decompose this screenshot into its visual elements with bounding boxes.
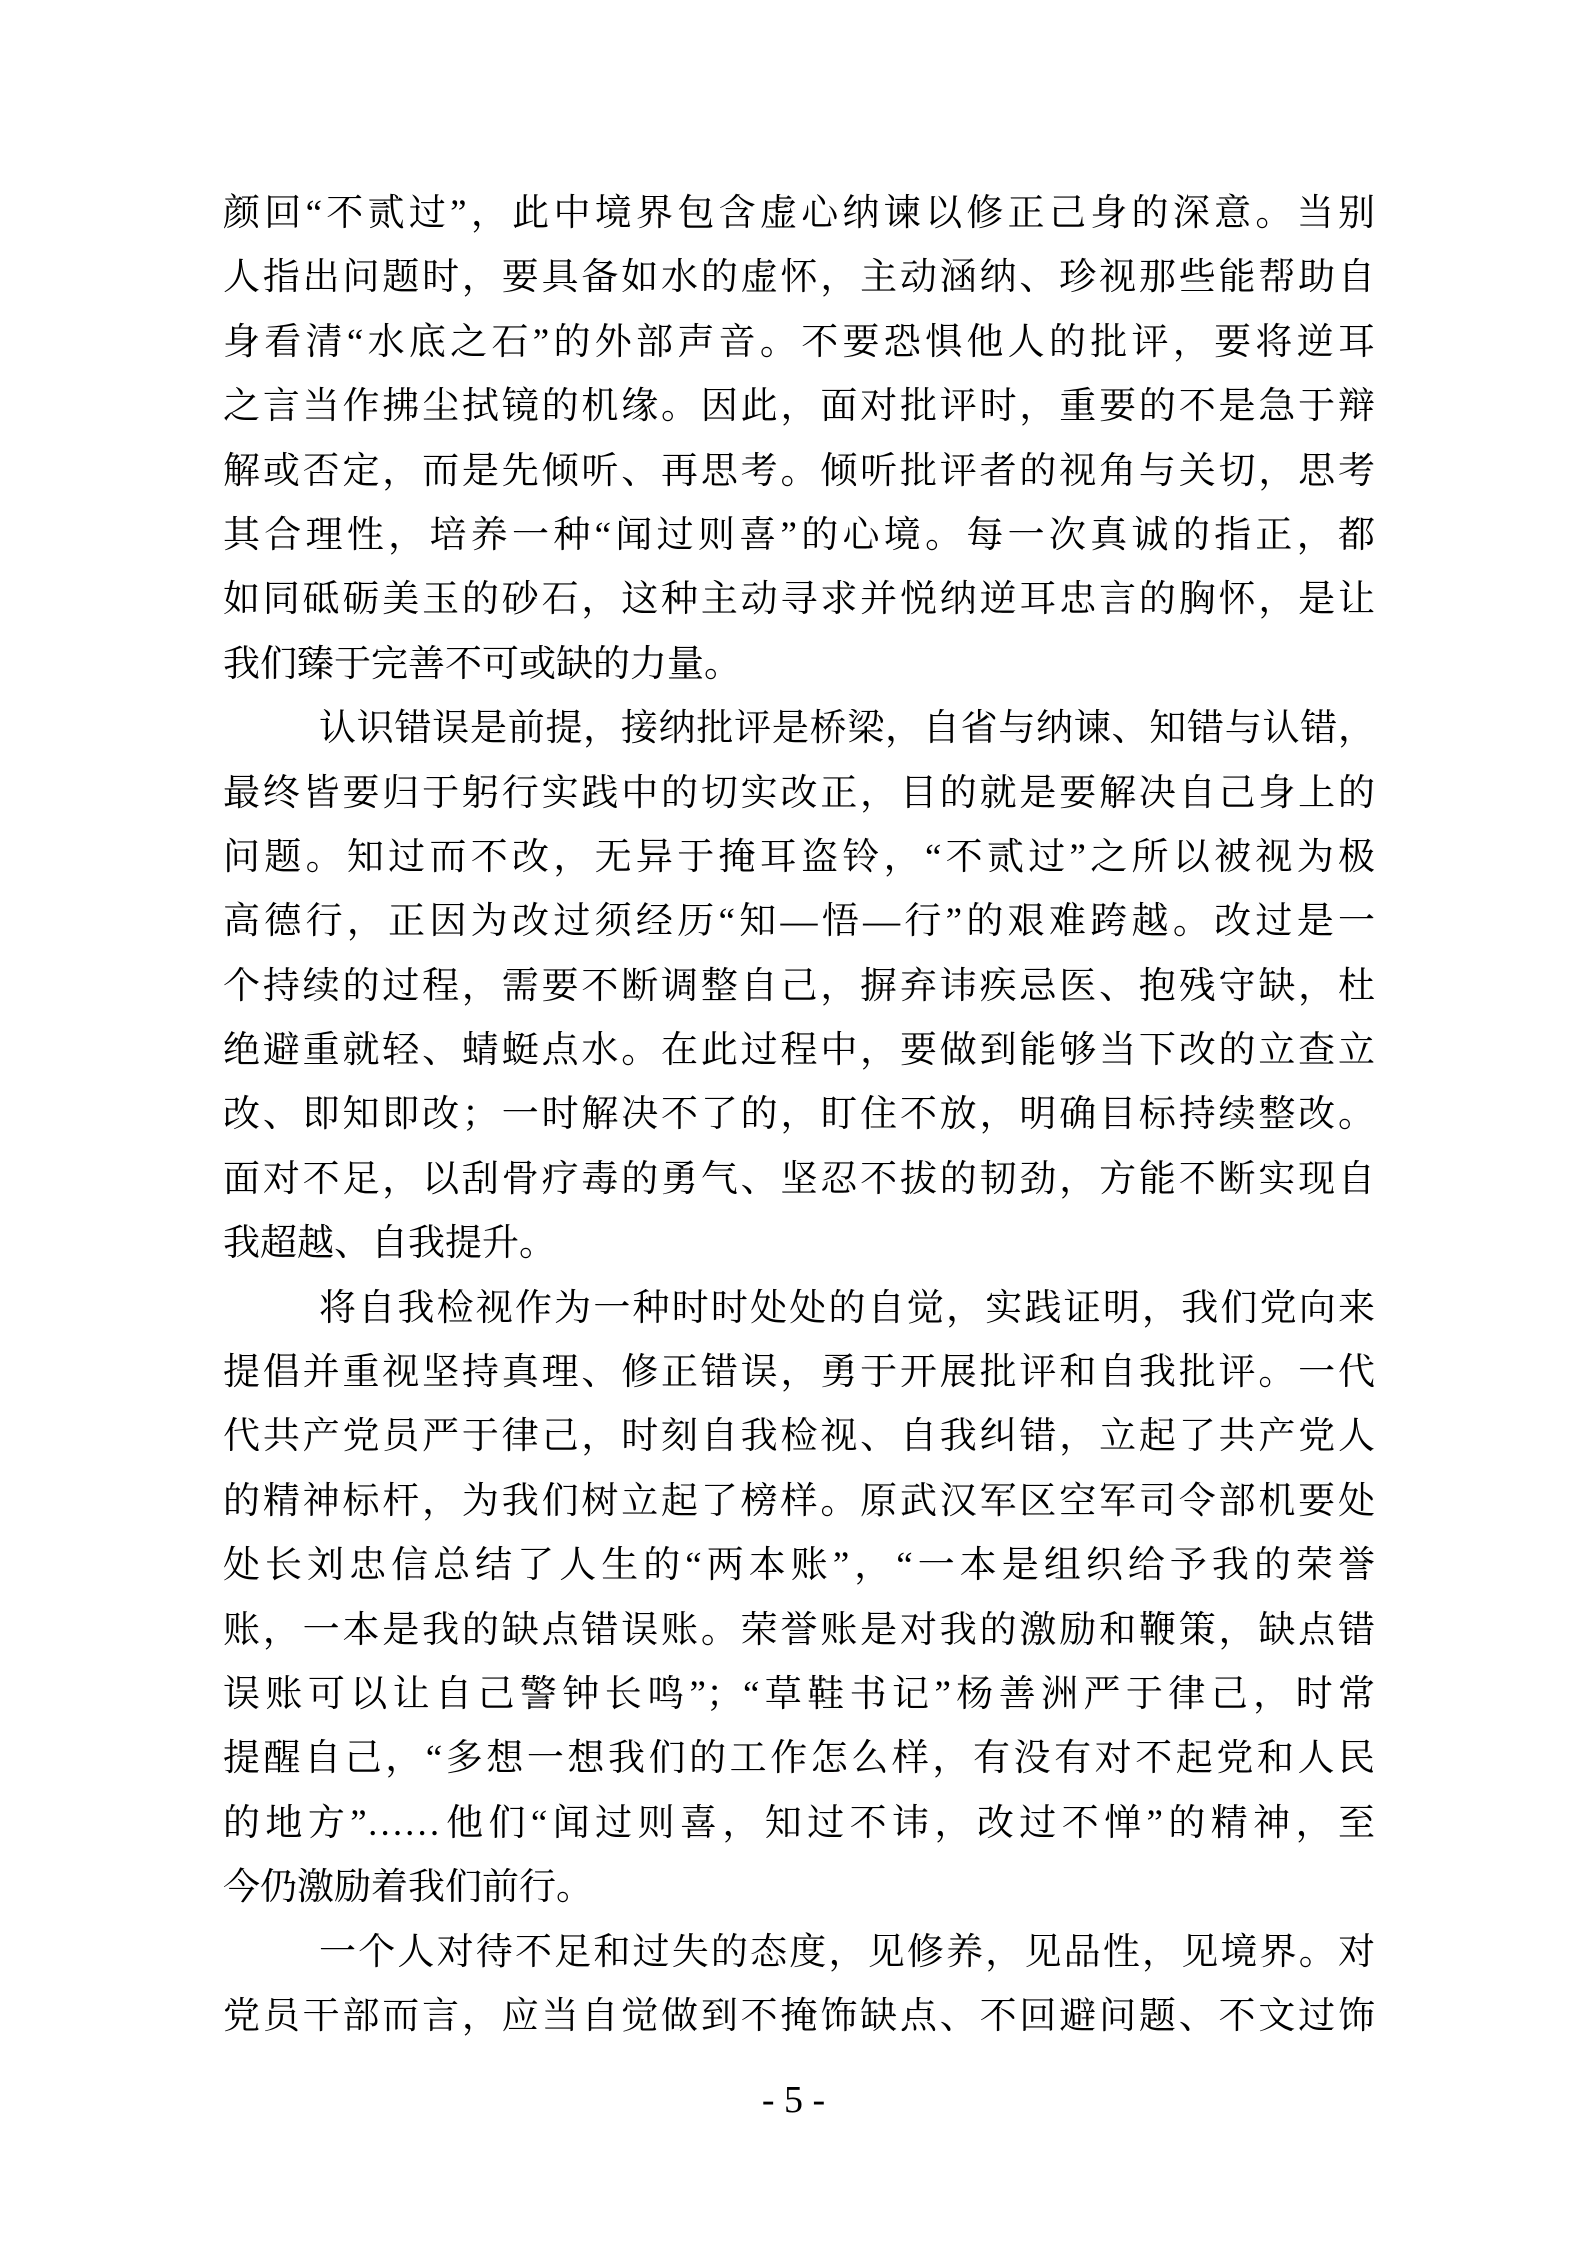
- text-line: 提醒自己，“多想一想我们的工作怎么样，有没有对不起党和人民: [223, 1738, 1375, 1780]
- text-line: 的精神标杆，为我们树立起了榜样。原武汉军区空军司令部机要处: [223, 1480, 1375, 1522]
- text-line: 解或否定，而是先倾听、再思考。倾听批评者的视角与关切，思考: [223, 450, 1375, 492]
- text-line: 改、即知即改；一时解决不了的，盯住不放，明确目标持续整改。: [223, 1094, 1375, 1136]
- text-line: 最终皆要归于躬行实践中的切实改正，目的就是要解决自己身上的: [223, 772, 1375, 814]
- text-line: 误账可以让自己警钟长鸣”；“草鞋书记”杨善洲严于律己，时常: [223, 1673, 1375, 1715]
- text-line: 我超越、自我提升。: [223, 1223, 556, 1265]
- text-line: 认识错误是前提，接纳批评是桥梁，自省与纳谏、知错与认错，: [319, 708, 1375, 750]
- page-number: - 5 -: [761, 2079, 826, 2121]
- paragraph-3: [223, 1277, 1375, 1921]
- text-line: 绝避重就轻、蜻蜓点水。在此过程中，要做到能够当下改的立查立: [223, 1030, 1375, 1072]
- text-line: 人指出问题时，要具备如水的虚怀，主动涵纳、珍视那些能帮助自: [223, 257, 1375, 299]
- paragraph-2: [223, 697, 1375, 1277]
- text-line: 的地方”……他们“闻过则喜，知过不讳，改过不惮”的精神，至: [223, 1802, 1375, 1844]
- text-line: 将自我检视作为一种时时处处的自觉，实践证明，我们党向来: [319, 1287, 1375, 1329]
- text-line: 账，一本是我的缺点错误账。荣誉账是对我的激励和鞭策，缺点错: [223, 1609, 1375, 1651]
- body-text: [223, 182, 1375, 2049]
- text-line: 面对不足，以刮骨疗毒的勇气、坚忍不拔的韧劲，方能不断实现自: [223, 1158, 1375, 1200]
- text-line: 处长刘忠信总结了人生的“两本账”，“一本是组织给予我的荣誉: [223, 1545, 1375, 1587]
- text-line: 如同砥砺美玉的砂石，这种主动寻求并悦纳逆耳忠言的胸怀，是让: [223, 579, 1375, 621]
- paragraph-1: [223, 182, 1375, 697]
- text-line: 代共产党员严于律己，时刻自我检视、自我纠错，立起了共产党人: [223, 1416, 1375, 1458]
- text-line: 提倡并重视坚持真理、修正错误，勇于开展批评和自我批评。一代: [223, 1352, 1375, 1394]
- text-line: 身看清“水底之石”的外部声音。不要恐惧他人的批评，要将逆耳: [223, 321, 1375, 363]
- paragraph-4: [223, 1921, 1375, 2050]
- text-line: 党员干部而言，应当自觉做到不掩饰缺点、不回避问题、不文过饰: [223, 1995, 1375, 2037]
- text-line: 之言当作拂尘拭镜的机缘。因此，面对批评时，重要的不是急于辩: [223, 386, 1375, 428]
- text-line: 今仍激励着我们前行。: [223, 1867, 593, 1909]
- text-line: 个持续的过程，需要不断调整自己，摒弃讳疾忌医、抱残守缺，杜: [223, 965, 1375, 1007]
- text-line: 其合理性，培养一种“闻过则喜”的心境。每一次真诚的指正，都: [223, 514, 1375, 556]
- text-line: 高德行，正因为改过须经历“知—悟—行”的艰难跨越。改过是一: [223, 901, 1375, 943]
- text-line: 问题。知过而不改，无异于掩耳盗铃，“不贰过”之所以被视为极: [223, 836, 1375, 878]
- text-line: 我们臻于完善不可或缺的力量。: [223, 643, 741, 685]
- text-line: 一个人对待不足和过失的态度，见修养，见品性，见境界。对: [319, 1931, 1375, 1973]
- text-line: 颜回“不贰过”，此中境界包含虚心纳谏以修正己身的深意。当别: [223, 193, 1375, 234]
